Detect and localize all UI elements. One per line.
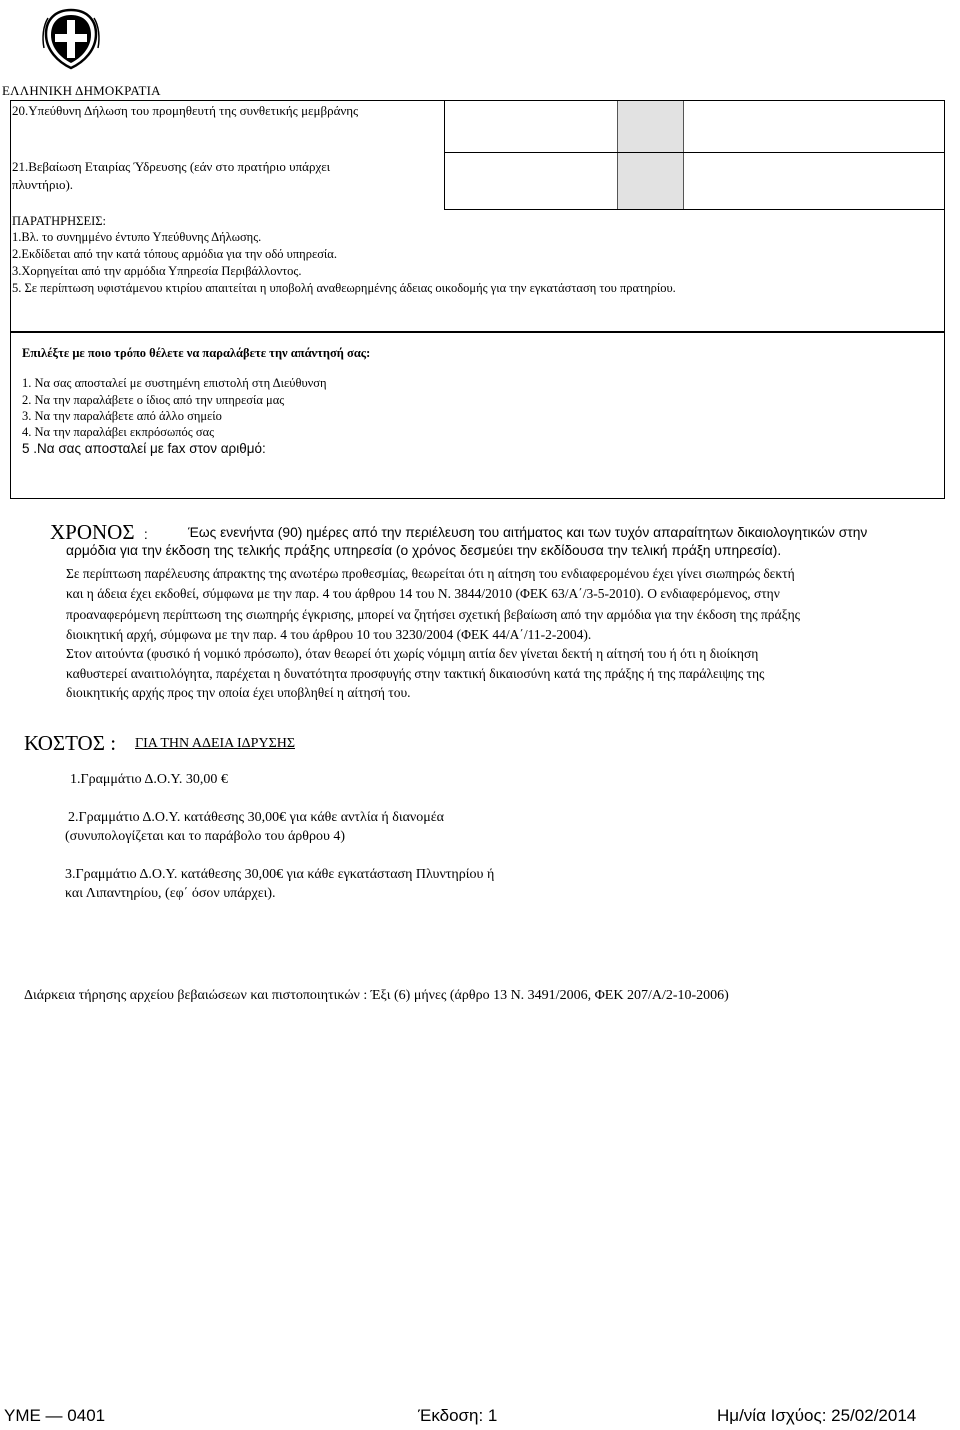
- note-item: 2.Εκδίδεται από την κατά τόπους αρμόδια για την οδό υπηρεσία.: [12, 247, 337, 261]
- time-para-line: διοικητικής αρχής προς την οποία έχει υποβληθεί η αίτησή του.: [66, 685, 411, 700]
- table-item-21-line1: 21.Βεβαίωση Εταιρίας Ύδρευσης (εάν στο πρατήριο υπάρχει: [12, 159, 331, 174]
- time-para-line: διοικητική αρχή, σύμφωνα με την παρ. 4 του άρθρου 10 του 3230/2004 (ΦΕΚ 44/Α΄/11-2-2004).: [66, 627, 592, 642]
- response-option[interactable]: 4. Να την παραλάβει εκπρόσωπός σας: [22, 425, 215, 439]
- cost-item-2-line2: (συνυπολογίζεται και το παράβολο του άρθρου 4): [65, 829, 346, 844]
- time-para-line: και η άδεια έχει εκδοθεί, σύμφωνα με την παρ. 4 του άρθρου 14 του Ν. 3844/2010 (ΦΕΚ 63/Α΄/3-5-2010). Ο ενδιαφερόμενος, στην: [66, 586, 780, 601]
- table-row-line: [444, 152, 944, 153]
- time-colon: :: [143, 526, 148, 542]
- note-item: 3.Χορηγείται από την αρμόδια Υπηρεσία Περιβάλλοντος.: [12, 264, 302, 278]
- cost-item-2-line1: 2.Γραμμάτιο Δ.Ο.Υ. κατάθεσης 30,00€ για κάθε αντλία ή διανομέα: [68, 810, 444, 825]
- footer-date: Ημ/νία Ισχύος: 25/02/2014: [717, 1406, 917, 1425]
- notes-title: ΠΑΡΑΤΗΡΗΣΕΙΣ:: [12, 214, 106, 228]
- time-line-1: Έως ενενήντα (90) ημέρες από την περιέλευση του αιτήματος και των τυχόν απαραίτητων δικαιολογητικών στην: [188, 525, 868, 540]
- republic-heading: ΕΛΛΗΝΙΚΗ ΔΗΜΟΚΡΑΤΙΑ: [2, 83, 161, 98]
- response-option-fax[interactable]: 5 .Να σας αποσταλεί με fax στον αριθμό:: [22, 441, 266, 456]
- response-option[interactable]: 2. Να την παραλάβετε ο ίδιος από την υπηρεσία μας: [22, 393, 285, 407]
- cost-subtitle: ΓΙΑ ΤΗΝ ΑΔΕΙΑ ΙΔΡΥΣΗΣ: [135, 736, 295, 751]
- response-title: Επιλέξτε με ποιο τρόπο θέλετε να παραλάβετε την απάντησή σας:: [22, 346, 371, 360]
- footer-edition: Έκδοση: 1: [418, 1406, 498, 1425]
- time-para-line: προαναφερόμενη περίπτωση της σιωπηρής έγκρισης, μπορεί να ζητήσει σχετική βεβαίωση από την αρμόδια για την έκδοση της πράξης: [66, 607, 801, 622]
- greek-emblem-icon: [40, 8, 102, 70]
- cost-item-1: 1.Γραμμάτιο Δ.Ο.Υ. 30,00 €: [70, 772, 228, 787]
- table-divider: [444, 100, 445, 210]
- cost-label: ΚΟΣΤΟΣ :: [24, 731, 117, 755]
- retention-note: Διάρκεια τήρησης αρχείου βεβαιώσεων και πιστοποιητικών : Έξι (6) μήνες (άρθρο 13 Ν. 3491/2006, ΦΕΚ 207/Α/2-10-2006): [24, 988, 729, 1003]
- note-item: 1.Βλ. το συνημμένο έντυπο Υπεύθυνης Δήλωσης.: [12, 230, 262, 244]
- documents-table: [10, 100, 945, 332]
- time-para-line: καθυστερεί αναιτιολόγητα, παρέχεται η δυνατότητα προσφυγής στην τακτική δικαιοσύνη κατά της πράξης ή της παράλειψης της: [66, 666, 765, 681]
- response-option[interactable]: 1. Να σας αποσταλεί με συστημένη επιστολή στη Διεύθυνση: [22, 376, 327, 390]
- table-item-21-line2: πλυντήριο).: [12, 177, 74, 192]
- cost-item-3-line2: και Λιπαντηρίου, (εφ΄ όσον υπάρχει).: [65, 886, 276, 901]
- shaded-cell: [617, 101, 684, 209]
- table-item-20: 20.Υπεύθυνη Δήλωση του προμηθευτή της συνθετικής μεμβράνης: [12, 103, 359, 118]
- note-item: 5. Σε περίπτωση υφιστάμενου κτιρίου απαιτείται η υποβολή αναθεωρημένης άδειας οικοδομής για την εγκατάσταση του πρατηρίου.: [12, 281, 676, 295]
- time-label: ΧΡΟΝΟΣ: [50, 520, 135, 544]
- table-row-line: [444, 209, 944, 210]
- time-para-line: Στον αιτούντα (φυσικό ή νομικό πρόσωπο), όταν θεωρεί ότι χωρίς νόμιμη αιτία δεν γίνεται δεκτή η αίτησή του ή ότι η διοίκηση: [66, 646, 759, 661]
- footer-code: ΥΜΕ — 0401: [4, 1406, 106, 1425]
- cost-item-3-line1: 3.Γραμμάτιο Δ.Ο.Υ. κατάθεσης 30,00€ για κάθε εγκατάσταση Πλυντηρίου ή: [65, 867, 495, 882]
- time-line-2: αρμόδια για την έκδοση της τελικής πράξης υπηρεσία (ο χρόνος δεσμεύει την εκδίδουσα την τελική πράξη υπηρεσία).: [66, 543, 782, 558]
- time-para-line: Σε περίπτωση παρέλευσης άπρακτης της ανωτέρω προθεσμίας, θεωρείται ότι η αίτηση του ενδιαφερομένου έχει γίνει σιωπηρώς δεκτή: [66, 566, 795, 581]
- response-option[interactable]: 3. Να την παραλάβετε από άλλο σημείο: [22, 409, 222, 423]
